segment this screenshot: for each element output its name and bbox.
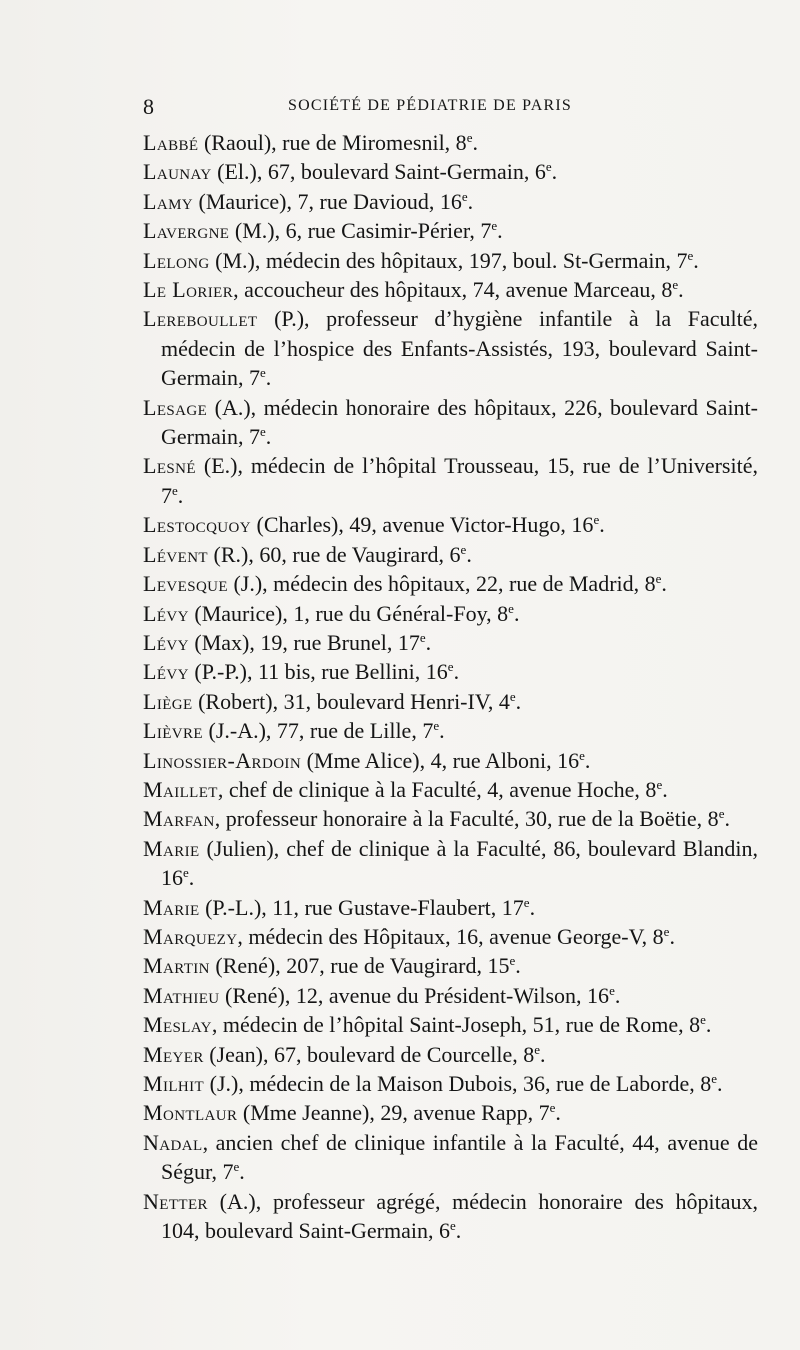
entry-end: . bbox=[724, 806, 730, 832]
page-number: 8 bbox=[143, 94, 154, 119]
member-name: Lesné bbox=[143, 453, 196, 479]
member-name: Nadal bbox=[143, 1129, 203, 1155]
entry-end: . bbox=[584, 747, 591, 773]
arrondissement-suffix: e bbox=[656, 776, 663, 792]
member-details: (René), 207, rue de Vaugirard, 15 bbox=[209, 953, 510, 979]
member-name: Le Lorier bbox=[143, 277, 234, 303]
arrondissement-suffix: e bbox=[508, 600, 514, 616]
member-name: Lévent bbox=[143, 541, 208, 567]
entry-end: . bbox=[693, 247, 699, 273]
member-name: Lévy bbox=[143, 659, 189, 685]
member-name: Lévy bbox=[143, 629, 189, 655]
arrondissement-suffix: e bbox=[687, 247, 694, 263]
member-details: (R.), 60, rue de Vaugirard, 6 bbox=[208, 541, 461, 567]
entry-end: . bbox=[599, 512, 605, 538]
entry-end: . bbox=[515, 688, 522, 714]
member-entry bbox=[143, 187, 758, 216]
member-details: , médecin des Hôpitaux, 16, avenue George-V, 8 bbox=[237, 923, 664, 949]
member-name: Lévy bbox=[143, 600, 189, 626]
arrondissement-suffix: e bbox=[447, 659, 454, 675]
entry-end: . bbox=[662, 776, 668, 802]
arrondissement-suffix: e bbox=[433, 718, 440, 734]
member-details: (M.), médecin des hôpitaux, 197, boul. St-Germain, 7 bbox=[209, 247, 688, 273]
member-details: (A.), médecin honoraire des hôpitaux, 226, boulevard Saint-Germain, 7 bbox=[161, 394, 758, 450]
arrondissement-suffix: e bbox=[609, 982, 615, 998]
member-entry bbox=[143, 1010, 758, 1039]
entry-end: . bbox=[529, 894, 536, 920]
member-details: , médecin de l’hôpital Saint-Joseph, 51, rue de Rome, 8 bbox=[211, 1012, 701, 1038]
member-name: Lavergne bbox=[143, 218, 230, 244]
entry-end: . bbox=[717, 1071, 723, 1096]
member-entry bbox=[143, 1128, 758, 1187]
entry-end: . bbox=[467, 188, 474, 214]
entry-end: . bbox=[466, 541, 472, 567]
entry-end: . bbox=[678, 277, 684, 303]
member-name: Lamy bbox=[143, 188, 194, 214]
member-name: Martin bbox=[143, 953, 210, 979]
member-name: Lestocquoy bbox=[143, 512, 252, 538]
entry-end: . bbox=[425, 629, 432, 655]
member-entry bbox=[143, 275, 758, 304]
arrondissement-suffix: e bbox=[419, 629, 426, 645]
entry-end: . bbox=[472, 130, 478, 155]
member-details: (J.), médecin de la Maison Dubois, 36, rue de Laborde, 8 bbox=[204, 1071, 712, 1096]
member-entry bbox=[143, 1098, 758, 1127]
entry-end: . bbox=[515, 953, 521, 979]
entry-end: . bbox=[188, 865, 195, 891]
member-name: Marie bbox=[143, 894, 200, 920]
member-entry bbox=[143, 657, 758, 686]
member-entry bbox=[143, 157, 758, 186]
entry-end: . bbox=[265, 424, 272, 450]
member-details: (Mme Jeanne), 29, avenue Rapp, 7 bbox=[237, 1100, 550, 1126]
member-details: , professeur honoraire à la Faculté, 30, rue de la Boëtie, 8 bbox=[214, 806, 719, 832]
member-entry bbox=[143, 746, 758, 775]
arrondissement-suffix: e bbox=[461, 188, 468, 204]
member-details: (Robert), 31, boulevard Henri-IV, 4 bbox=[192, 688, 510, 714]
member-name: Lelong bbox=[143, 247, 210, 273]
member-entry bbox=[143, 628, 758, 657]
arrondissement-suffix: e bbox=[549, 1100, 556, 1116]
member-name: Liège bbox=[143, 688, 193, 714]
member-name: Marquezy bbox=[143, 923, 238, 949]
arrondissement-suffix: e bbox=[579, 747, 585, 763]
entry-end: . bbox=[661, 571, 667, 597]
arrondissement-suffix: e bbox=[509, 953, 516, 969]
member-entry bbox=[143, 393, 758, 452]
member-entry bbox=[143, 1069, 758, 1098]
member-details: (J.-A.), 77, rue de Lille, 7 bbox=[203, 718, 434, 744]
entry-end: . bbox=[455, 1218, 462, 1244]
entry-end: . bbox=[239, 1159, 245, 1185]
member-entry bbox=[143, 804, 758, 833]
arrondissement-suffix: e bbox=[711, 1071, 717, 1086]
member-entry bbox=[143, 893, 758, 922]
member-entry bbox=[143, 716, 758, 745]
arrondissement-suffix: e bbox=[534, 1041, 541, 1057]
arrondissement-suffix: e bbox=[523, 894, 530, 910]
member-name: Marie bbox=[143, 835, 200, 861]
arrondissement-suffix: e bbox=[545, 159, 552, 175]
member-entry bbox=[143, 246, 758, 275]
entry-end: . bbox=[513, 600, 520, 626]
member-name: Lièvre bbox=[143, 718, 203, 744]
member-details: (Maurice), 1, rue du Général-Foy, 8 bbox=[188, 600, 509, 626]
arrondissement-suffix: e bbox=[491, 218, 498, 234]
member-entry bbox=[143, 451, 758, 510]
member-details: , ancien chef de clinique infantile à la Faculté, 44, avenue de Ségur, 7 bbox=[161, 1129, 758, 1185]
arrondissement-suffix: e bbox=[466, 130, 473, 145]
member-details: (J.), médecin des hôpitaux, 22, rue de Madrid, 8 bbox=[227, 571, 656, 597]
entry-end: . bbox=[614, 982, 621, 1008]
member-details: (P.-L.), 11, rue Gustave-Flaubert, 17 bbox=[199, 894, 524, 920]
member-entry bbox=[143, 216, 758, 245]
arrondissement-suffix: e bbox=[718, 806, 725, 822]
arrondissement-suffix: e bbox=[700, 1012, 706, 1028]
member-list bbox=[143, 128, 758, 1245]
member-details: (Max), 19, rue Brunel, 17 bbox=[188, 629, 420, 655]
member-entry bbox=[143, 981, 758, 1010]
entry-end: . bbox=[177, 482, 184, 508]
member-name: Meslay bbox=[143, 1012, 212, 1038]
member-details: (A.), professeur agrégé, médecin honoraire des hôpitaux, 104, boulevard Saint-Germain, 6 bbox=[161, 1188, 758, 1244]
member-name: Montlaur bbox=[143, 1100, 238, 1126]
arrondissement-suffix: e bbox=[259, 424, 266, 440]
entry-end: . bbox=[453, 659, 460, 685]
member-name: Milhit bbox=[143, 1071, 205, 1096]
arrondissement-suffix: e bbox=[183, 865, 189, 881]
member-entry bbox=[143, 510, 758, 539]
member-details: , accoucheur des hôpitaux, 74, avenue Marceau, 8 bbox=[233, 277, 673, 303]
member-name: Linossier-Ardoin bbox=[143, 747, 302, 773]
member-name: Netter bbox=[143, 1188, 208, 1214]
member-details: , chef de clinique à la Faculté, 4, avenue Hoche, 8 bbox=[217, 776, 657, 802]
member-details: (P.-P.), 11 bis, rue Bellini, 16 bbox=[188, 659, 448, 685]
member-details: (Mme Alice), 4, rue Alboni, 16 bbox=[301, 747, 580, 773]
member-entry bbox=[143, 540, 758, 569]
page-header bbox=[143, 94, 758, 122]
member-name: Lereboullet bbox=[143, 306, 258, 332]
running-head: SOCIÉTÉ DE PÉDIATRIE DE PARIS bbox=[288, 97, 572, 114]
member-entry bbox=[143, 1040, 758, 1069]
member-name: Lesage bbox=[143, 394, 208, 420]
member-entry bbox=[143, 775, 758, 804]
member-details: (Maurice), 7, rue Davioud, 16 bbox=[193, 188, 462, 214]
member-entry bbox=[143, 304, 758, 392]
member-entry bbox=[143, 1187, 758, 1246]
member-entry bbox=[143, 834, 758, 893]
member-details: (E.), médecin de l’hôpital Trousseau, 15, rue de l’Université, 7 bbox=[161, 453, 758, 508]
entry-end: . bbox=[551, 159, 558, 185]
arrondissement-suffix: e bbox=[450, 1218, 456, 1234]
arrondissement-suffix: e bbox=[655, 571, 662, 587]
member-details: (Raoul), rue de Miromesnil, 8 bbox=[198, 130, 467, 155]
entry-end: . bbox=[555, 1100, 561, 1126]
member-name: Labbé bbox=[143, 130, 199, 155]
member-entry bbox=[143, 951, 758, 980]
member-entry bbox=[143, 128, 758, 157]
member-details: (El.), 67, boulevard Saint-Germain, 6 bbox=[211, 159, 546, 185]
arrondissement-suffix: e bbox=[593, 512, 600, 528]
member-details: (Julien), chef de clinique à la Faculté, 86, boulevard Blandin, 16 bbox=[161, 835, 758, 891]
entry-end: . bbox=[705, 1012, 712, 1038]
member-name: Maillet bbox=[143, 776, 218, 802]
arrondissement-suffix: e bbox=[663, 923, 670, 939]
member-details: (Jean), 67, boulevard de Courcelle, 8 bbox=[203, 1041, 535, 1067]
member-entry bbox=[143, 922, 758, 951]
entry-end: . bbox=[669, 923, 675, 949]
arrondissement-suffix: e bbox=[509, 688, 516, 704]
entry-end: . bbox=[497, 218, 503, 244]
member-details: (René), 12, avenue du Président-Wilson, 16 bbox=[219, 982, 610, 1008]
member-name: Marfan bbox=[143, 806, 215, 832]
member-entry bbox=[143, 599, 758, 628]
member-name: Launay bbox=[143, 159, 212, 185]
entry-end: . bbox=[265, 365, 272, 391]
member-details: (P.), professeur d’hygiène infantile à la Faculté, médecin de l’hospice des Enfants-Assistés, 193, boulevard Saint-Germain, 7 bbox=[161, 306, 758, 391]
arrondissement-suffix: e bbox=[233, 1159, 240, 1175]
member-entry bbox=[143, 687, 758, 716]
member-details: (Charles), 49, avenue Victor-Hugo, 16 bbox=[251, 512, 594, 538]
arrondissement-suffix: e bbox=[172, 482, 178, 498]
member-entry bbox=[143, 569, 758, 598]
entry-end: . bbox=[540, 1041, 546, 1067]
arrondissement-suffix: e bbox=[460, 541, 467, 557]
entry-end: . bbox=[439, 718, 445, 744]
member-name: Levesque bbox=[143, 571, 228, 597]
member-name: Mathieu bbox=[143, 982, 220, 1008]
arrondissement-suffix: e bbox=[259, 365, 266, 381]
member-name: Meyer bbox=[143, 1041, 204, 1067]
arrondissement-suffix: e bbox=[672, 277, 679, 293]
member-details: (M.), 6, rue Casimir-Périer, 7 bbox=[229, 218, 492, 244]
